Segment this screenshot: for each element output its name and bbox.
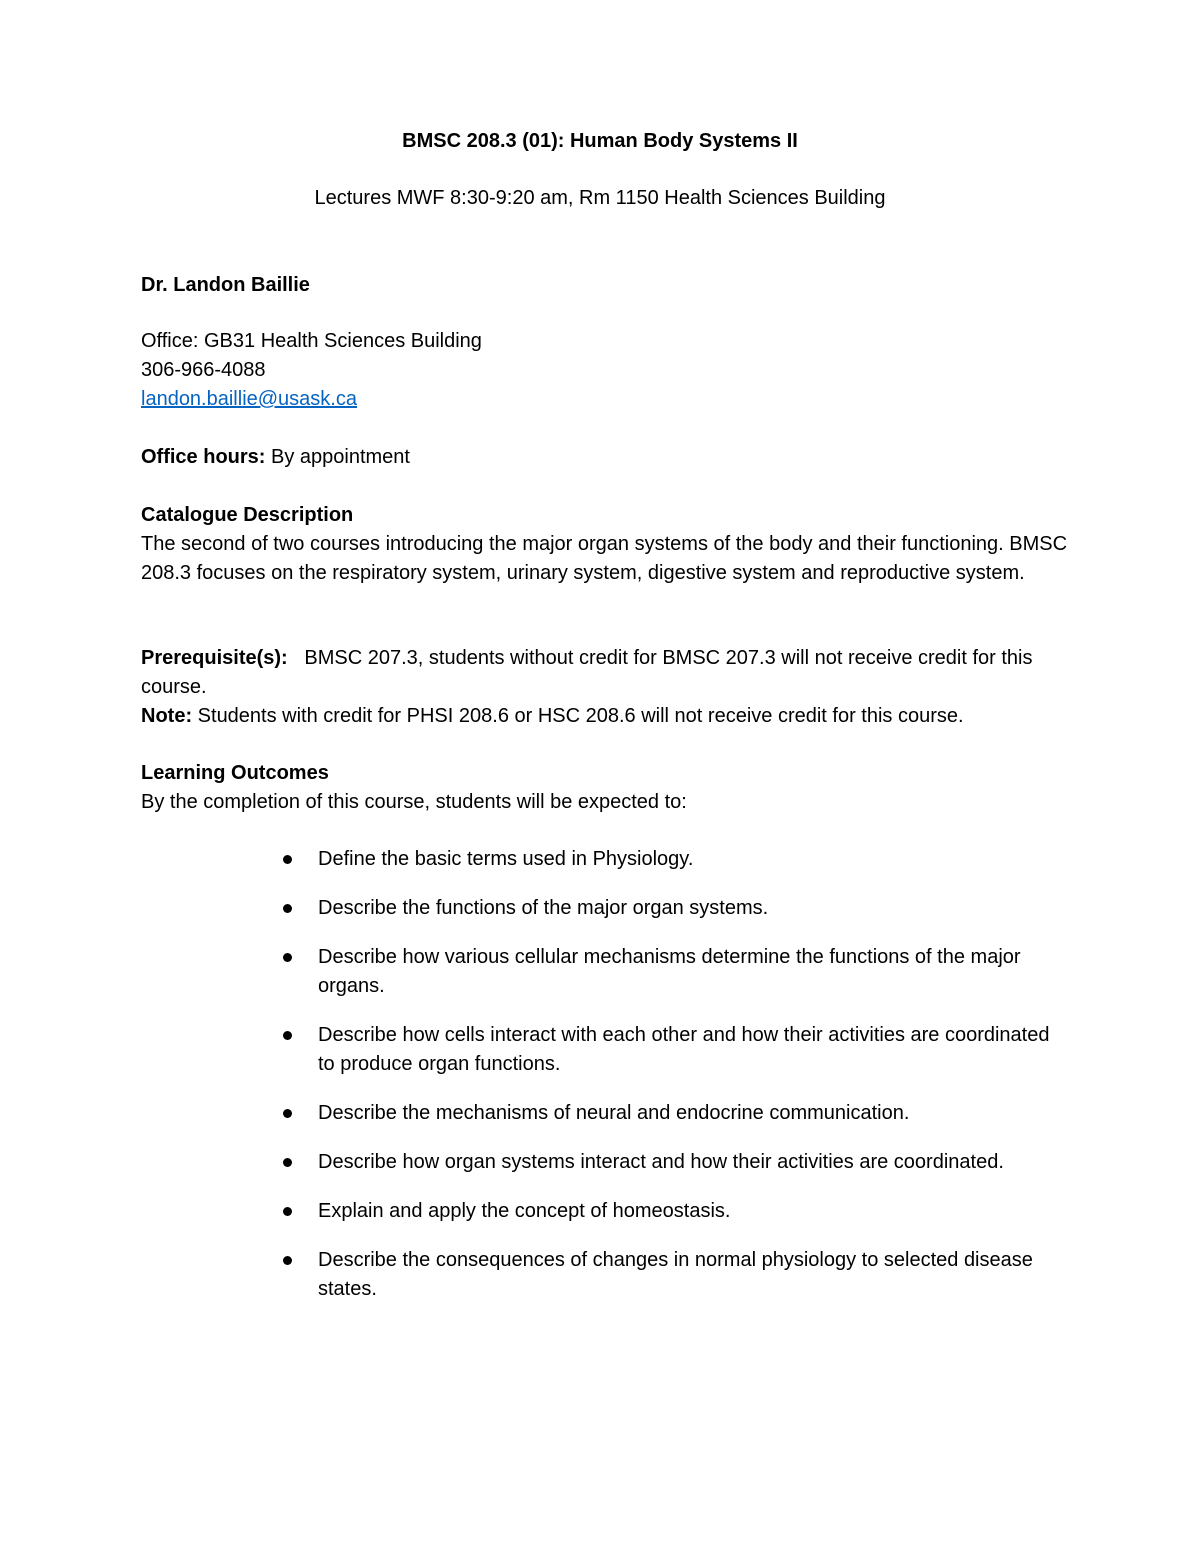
bullet-icon — [283, 855, 292, 864]
phone-number: 306-966-4088 — [141, 359, 266, 381]
prerequisites-section — [141, 644, 1081, 731]
contact-info — [141, 327, 1081, 414]
list-item-text: Describe how various cellular mechanisms determine the functions of the major organs. — [318, 946, 1021, 997]
bullet-icon — [283, 1256, 292, 1265]
instructor-name: Dr. Landon Baillie — [141, 274, 310, 296]
office-location: Office: GB31 Health Sciences Building — [141, 330, 482, 352]
catalogue-section — [141, 501, 1081, 588]
learning-outcomes-section — [141, 759, 1081, 817]
bullet-icon — [283, 904, 292, 913]
note-label: Note: — [141, 705, 193, 727]
email-link[interactable]: landon.baillie@usask.ca — [141, 388, 357, 410]
learning-outcomes-list — [280, 845, 1060, 1304]
note-line — [141, 702, 1081, 731]
list-item — [280, 845, 1060, 874]
list-item — [280, 1197, 1060, 1226]
list-item-text: Explain and apply the concept of homeostasis. — [318, 1200, 731, 1222]
office-hours — [141, 443, 1081, 472]
bullet-icon — [283, 1158, 292, 1167]
prerequisites-text: BMSC 207.3, students without credit for BMSC 207.3 will not receive credit for this course. — [141, 647, 1033, 698]
note-text: Students with credit for PHSI 208.6 or HSC 208.6 will not receive credit for this course. — [192, 705, 964, 727]
list-item — [280, 943, 1060, 1001]
catalogue-heading: Catalogue Description — [141, 504, 354, 526]
learning-outcomes-intro: By the completion of this course, students will be expected to: — [141, 791, 687, 813]
bullet-icon — [283, 1207, 292, 1216]
list-item-text: Describe the mechanisms of neural and endocrine communication. — [318, 1102, 910, 1124]
list-item — [280, 1099, 1060, 1128]
list-item — [280, 1021, 1060, 1079]
lecture-schedule: Lectures MWF 8:30-9:20 am, Rm 1150 Health Sciences Building — [314, 187, 886, 209]
prerequisites-label: Prerequisite(s): — [141, 647, 288, 669]
bullet-icon — [283, 1109, 292, 1118]
list-item-text: Describe how organ systems interact and how their activities are coordinated. — [318, 1151, 1004, 1173]
office-hours-label: Office hours: — [141, 446, 266, 468]
list-item-text: Describe the consequences of changes in normal physiology to selected disease states. — [318, 1249, 1033, 1300]
list-item — [280, 1148, 1060, 1177]
list-item-text: Describe how cells interact with each other and how their activities are coordinated to produce organ functions. — [318, 1024, 1050, 1075]
course-title: BMSC 208.3 (01): Human Body Systems II — [402, 130, 798, 152]
prerequisites-line — [141, 644, 1081, 702]
list-item — [280, 894, 1060, 923]
catalogue-text: The second of two courses introducing the major organ systems of the body and their functioning. BMSC 208.3 focuses on the respiratory system, urinary system, digestive system and reproductive system. — [141, 533, 1068, 584]
bullet-icon — [283, 953, 292, 962]
learning-outcomes-heading: Learning Outcomes — [141, 762, 329, 784]
bullet-icon — [283, 1031, 292, 1040]
list-item — [280, 1246, 1060, 1304]
list-item-text: Define the basic terms used in Physiology. — [318, 848, 694, 870]
list-item-text: Describe the functions of the major organ systems. — [318, 897, 769, 919]
office-hours-value: By appointment — [265, 446, 410, 468]
